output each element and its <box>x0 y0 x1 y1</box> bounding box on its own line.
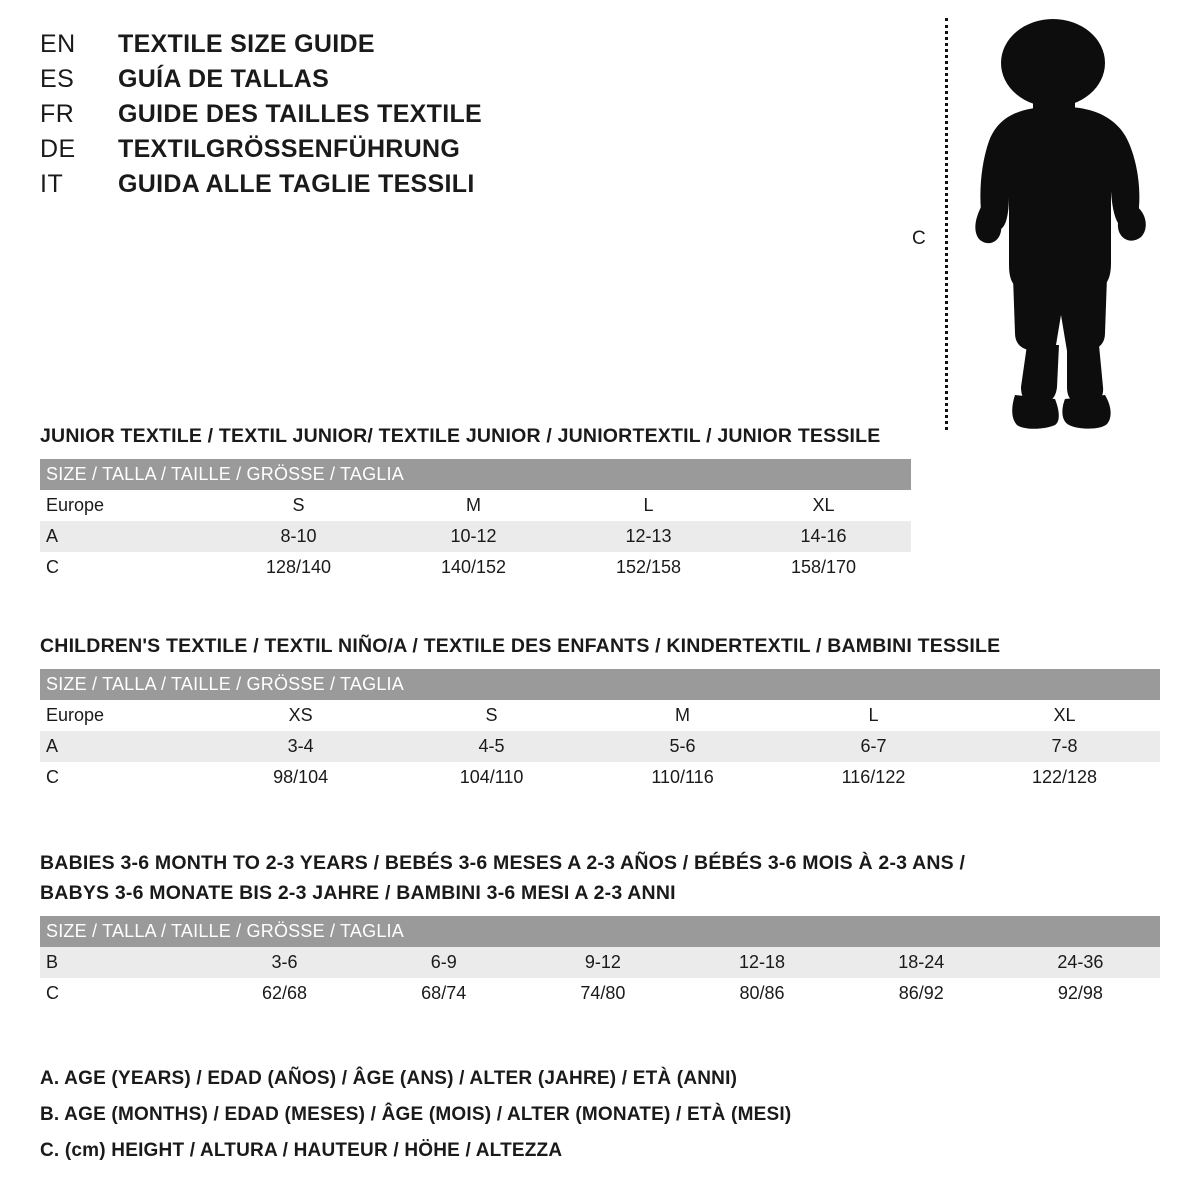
value-cell: 24-36 <box>1001 947 1160 978</box>
guide-title: TEXTILGRÖSSENFÜHRUNG <box>118 135 461 163</box>
size-cell: XL <box>969 700 1160 731</box>
value-cell: 3-4 <box>205 731 396 762</box>
value-cell: 14-16 <box>736 521 911 552</box>
value-cell: 62/68 <box>205 978 364 1009</box>
legend-b: B. AGE (MONTHS) / EDAD (MESES) / ÂGE (MOIS) / ALTER (MONATE) / ETÀ (MESI) <box>40 1104 792 1125</box>
value-cell: 12-18 <box>682 947 841 978</box>
value-cell: 8-10 <box>211 521 386 552</box>
value-cell: 104/110 <box>396 762 587 793</box>
value-cell: 6-9 <box>364 947 523 978</box>
size-header-label: SIZE / TALLA / TAILLE / GRÖSSE / TAGLIA <box>40 669 1160 700</box>
value-cell: 128/140 <box>211 552 386 583</box>
size-cell: M <box>386 490 561 521</box>
size-cell: S <box>396 700 587 731</box>
value-cell: 122/128 <box>969 762 1160 793</box>
value-cell: 116/122 <box>778 762 969 793</box>
section-junior-textile <box>40 425 1160 583</box>
language-code: IT <box>40 170 64 198</box>
height-measure-figure <box>900 10 1170 430</box>
table-row <box>40 762 1160 793</box>
value-cell: 152/158 <box>561 552 736 583</box>
value-cell: 4-5 <box>396 731 587 762</box>
table-row <box>40 521 911 552</box>
size-header-label: SIZE / TALLA / TAILLE / GRÖSSE / TAGLIA <box>40 459 911 490</box>
row-key: C <box>40 552 211 583</box>
value-cell: 3-6 <box>205 947 364 978</box>
table-header-row <box>40 916 1160 947</box>
size-cell: XS <box>205 700 396 731</box>
measure-dashed-line <box>945 18 948 430</box>
row-key: B <box>40 947 205 978</box>
size-cell: L <box>561 490 736 521</box>
value-cell: 98/104 <box>205 762 396 793</box>
size-header-label: SIZE / TALLA / TAILLE / GRÖSSE / TAGLIA <box>40 916 1160 947</box>
row-key: C <box>40 978 205 1009</box>
table-header-row <box>40 459 911 490</box>
guide-title: GUIDE DES TAILLES TEXTILE <box>118 100 483 128</box>
header-row <box>40 100 660 129</box>
language-title-block <box>40 30 660 205</box>
language-code: EN <box>40 30 76 58</box>
value-cell: 110/116 <box>587 762 778 793</box>
table-row <box>40 700 1160 731</box>
header-row <box>40 65 660 94</box>
table-row <box>40 978 1160 1009</box>
section-title: JUNIOR TEXTILE / TEXTIL JUNIOR/ TEXTILE JUNIOR / JUNIORTEXTIL / JUNIOR TESSILE <box>40 425 881 447</box>
language-code: ES <box>40 65 75 93</box>
value-cell: 92/98 <box>1001 978 1160 1009</box>
section-title: BABIES 3-6 MONTH TO 2-3 YEARS / BEBÉS 3-6 MESES A 2-3 AÑOS / BÉBÉS 3-6 MOIS À 2-3 ANS / <box>40 852 966 874</box>
legend-block <box>40 1068 1140 1176</box>
size-cell: S <box>211 490 386 521</box>
value-cell: 18-24 <box>842 947 1001 978</box>
size-cell: M <box>587 700 778 731</box>
value-cell: 10-12 <box>386 521 561 552</box>
legend-a: A. AGE (YEARS) / EDAD (AÑOS) / ÂGE (ANS) / ALTER (JAHRE) / ETÀ (ANNI) <box>40 1068 738 1089</box>
value-cell: 12-13 <box>561 521 736 552</box>
children-size-table <box>40 669 1160 793</box>
section-childrens-textile <box>40 635 1160 793</box>
junior-size-table <box>40 459 911 583</box>
section-babies-textile <box>40 852 1160 1009</box>
header-row <box>40 30 660 59</box>
row-key: A <box>40 521 211 552</box>
size-cell: L <box>778 700 969 731</box>
table-row <box>40 947 1160 978</box>
value-cell: 140/152 <box>386 552 561 583</box>
value-cell: 68/74 <box>364 978 523 1009</box>
row-key: A <box>40 731 205 762</box>
table-header-row <box>40 669 1160 700</box>
guide-title: GUÍA DE TALLAS <box>118 65 330 93</box>
section-title-line2: BABYS 3-6 MONATE BIS 2-3 JAHRE / BAMBINI 3-6 MESI A 2-3 ANNI <box>40 882 676 904</box>
region-label: Europe <box>40 490 211 521</box>
value-cell: 7-8 <box>969 731 1160 762</box>
language-code: FR <box>40 100 75 128</box>
guide-title: GUIDA ALLE TAGLIE TESSILI <box>118 170 475 198</box>
header-row <box>40 170 660 199</box>
table-row <box>40 731 1160 762</box>
legend-c: C. (cm) HEIGHT / ALTURA / HAUTEUR / HÖHE / ALTEZZA <box>40 1140 563 1161</box>
guide-title: TEXTILE SIZE GUIDE <box>118 30 375 58</box>
child-silhouette-icon <box>955 15 1155 430</box>
babies-size-table <box>40 916 1160 1009</box>
region-label: Europe <box>40 700 205 731</box>
row-key: C <box>40 762 205 793</box>
value-cell: 74/80 <box>523 978 682 1009</box>
value-cell: 6-7 <box>778 731 969 762</box>
language-code: DE <box>40 135 76 163</box>
table-row <box>40 552 911 583</box>
value-cell: 80/86 <box>682 978 841 1009</box>
size-cell: XL <box>736 490 911 521</box>
header-row <box>40 135 660 164</box>
table-row <box>40 490 911 521</box>
section-title: CHILDREN'S TEXTILE / TEXTIL NIÑO/A / TEXTILE DES ENFANTS / KINDERTEXTIL / BAMBINI TESSILE <box>40 635 1001 657</box>
value-cell: 5-6 <box>587 731 778 762</box>
measure-label-c: C <box>912 228 926 249</box>
value-cell: 158/170 <box>736 552 911 583</box>
value-cell: 9-12 <box>523 947 682 978</box>
value-cell: 86/92 <box>842 978 1001 1009</box>
